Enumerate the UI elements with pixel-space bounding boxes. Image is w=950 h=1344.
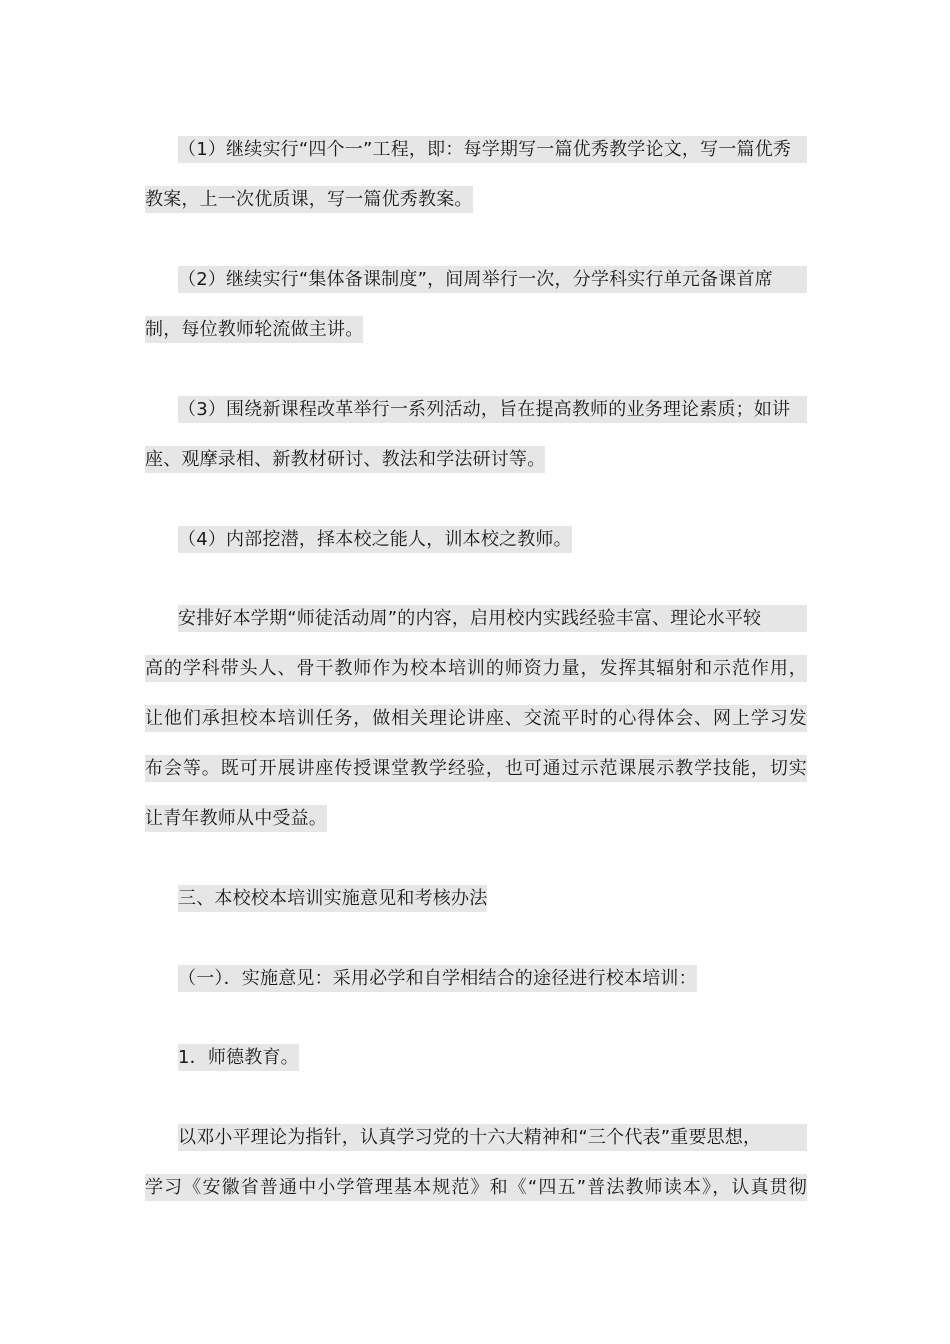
text-line: 教案，上一次优质课，写一篇优秀教案。 (145, 186, 473, 213)
text-line: 安排好本学期“师徒活动周”的内容，启用校内实践经验丰富、理论水平较 (178, 605, 807, 632)
text-line: 制，每位教师轮流做主讲。 (145, 316, 363, 343)
text-line: 学习《安徽省普通中小学管理基本规范》和《“四五”普法教师读本》，认真贯彻 (145, 1174, 807, 1201)
text-line: 以邓小平理论为指针，认真学习党的十六大精神和“三个代表”重要思想， (178, 1124, 807, 1151)
text-line: （4）内部挖潜，择本校之能人，训本校之教师。 (178, 526, 572, 553)
text-line: （3）围绕新课程改革举行一系列活动，旨在提高教师的业务理论素质；如讲 (178, 396, 807, 423)
text-line: 布会等。既可开展讲座传授课堂教学经验，也可通过示范课展示教学技能，切实 (145, 755, 807, 782)
section-heading: 三、本校校本培训实施意见和考核办法 (178, 885, 487, 912)
text-line: 座、观摩录相、新教材研讨、教法和学法研讨等。 (145, 446, 545, 473)
text-line: （1）继续实行“四个一”工程，即：每学期写一篇优秀教学论文，写一篇优秀 (178, 136, 807, 163)
text-line: 让他们承担校本培训任务，做相关理论讲座、交流平时的心得体会、网上学习发 (145, 705, 807, 732)
text-line: 高的学科带头人、骨干教师作为校本培训的师资力量，发挥其辐射和示范作用， (145, 655, 807, 682)
text-line: （2）继续实行“集体备课制度”，间周举行一次，分学科实行单元备课首席 (178, 266, 807, 293)
subheading: 1．师德教育。 (178, 1044, 299, 1071)
text-line: 让青年教师从中受益。 (145, 805, 327, 832)
text-line: （一）．实施意见：采用必学和自学相结合的途径进行校本培训： (178, 965, 697, 992)
